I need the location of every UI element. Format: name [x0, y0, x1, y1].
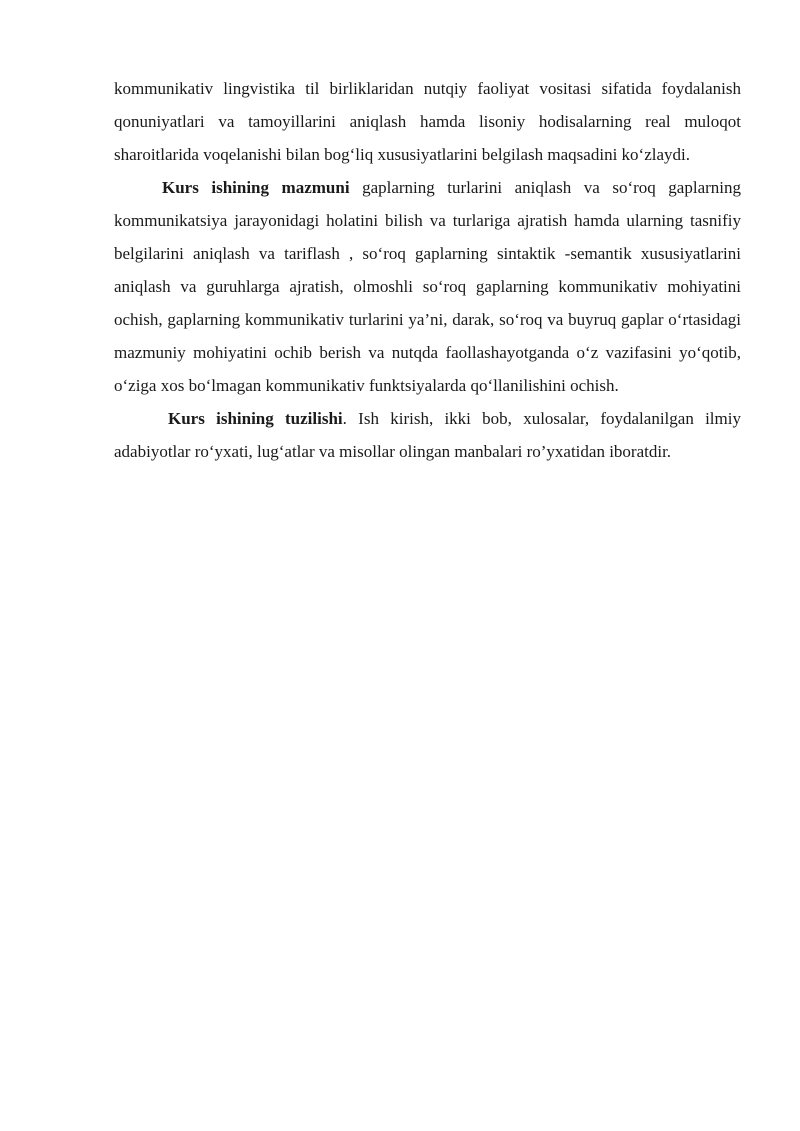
paragraph-structure [114, 402, 741, 468]
paragraph-content [114, 171, 741, 402]
paragraph-goal-text: kommunikativ lingvistika til birliklaridan nutqiy faoliyat vositasi sifatida foydalanish qonuniyatlari va tamoyillarini aniqlash hamda lisoniy hodisalarning real muloqot sharoitlarida voqelanishi bilan bog‘liq xususiyatlarini belgilash maqsadini ko‘zlaydi. [114, 79, 741, 164]
paragraph-goal [114, 72, 741, 171]
paragraph-content-text: gaplarning turlarini aniqlash va so‘roq gaplarning kommunikatsiya jarayonidagi holatini bilish va turlariga ajratish hamda ularning tasnifiy belgilarini aniqlash va tariflash , so‘roq gaplarning sintaktik -semantik xususiyatlarini aniqlash va guruhlarga ajratish, olmoshli so‘roq gaplarning kommunikativ mohiyatini ochish, gaplarning kommunikativ turlarini ya’ni, darak, so‘roq va buyruq gaplar o‘rtasidagi mazmuniy mohiyatini ochib berish va nutqda faollashayotganda o‘z vazifasini yo‘qotib, o‘ziga xos bo‘lmagan kommunikativ funktsiyalarda qo‘llanilishini ochish. [114, 178, 741, 395]
paragraph-content-heading: Kurs ishining mazmuni [162, 178, 350, 197]
paragraph-structure-heading: Kurs ishining tuzilishi [168, 409, 343, 428]
document-body [114, 72, 741, 468]
paragraph-structure-text: . Ish kirish, ikki bob, xulosalar, foydalanilgan ilmiy adabiyotlar ro‘yxati, lug‘atlar va misollar olingan manbalari ro’yxatidan iboratdir. [114, 409, 741, 461]
